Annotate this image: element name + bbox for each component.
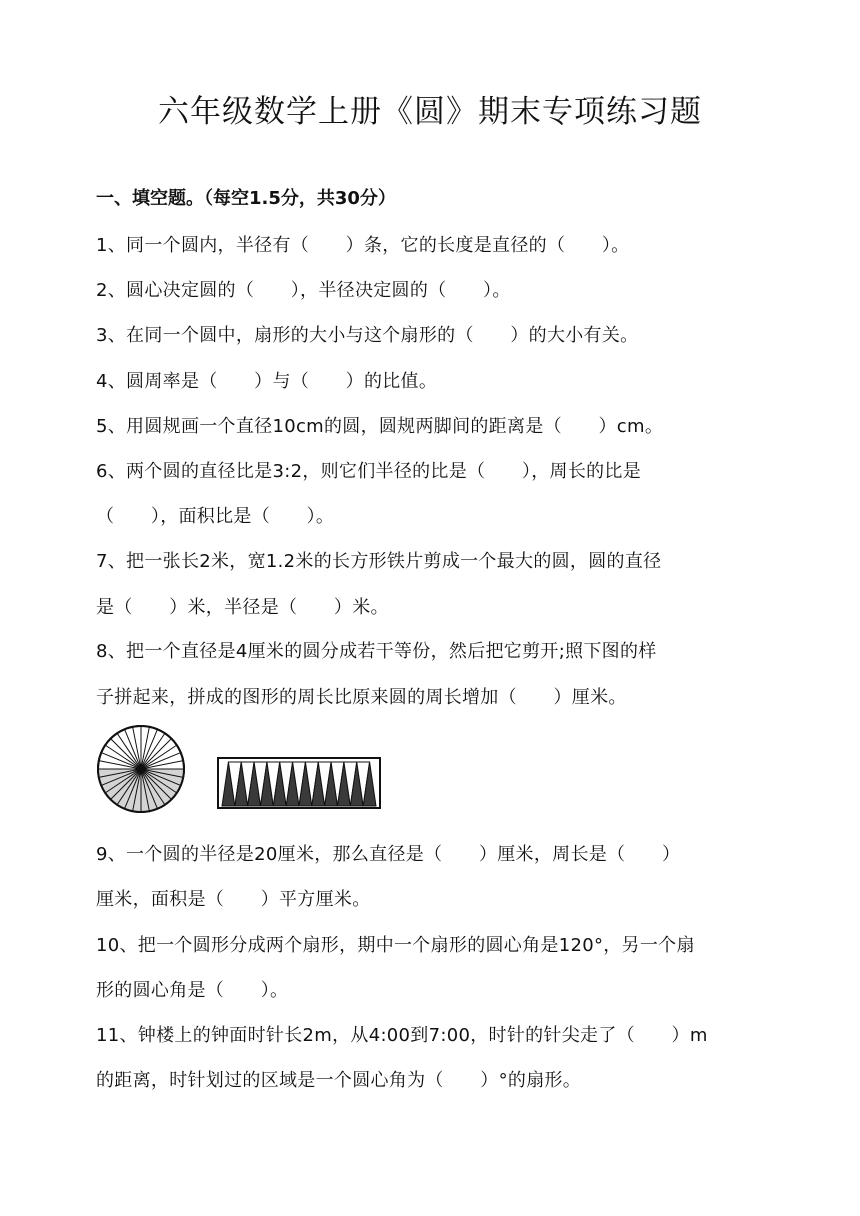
question-line: 5、用圆规画一个直径10cm的圆，圆规两脚间的距离是（ ）cm。 (96, 416, 664, 437)
question-line: 形的圆心角是（ ）。 (96, 980, 289, 1001)
question-line: 4、圆周率是（ ）与（ ）的比值。 (96, 371, 438, 392)
question-line: 是（ ）米，半径是（ ）米。 (96, 597, 389, 618)
question-line: 2、圆心决定圆的（ ），半径决定圆的（ ）。 (96, 280, 511, 301)
question-line: 厘米，面积是（ ）平方厘米。 (96, 889, 371, 910)
question-line: 9、一个圆的半径是20厘米，那么直径是（ ）厘米，周长是（ ） (96, 844, 681, 865)
question-line: 3、在同一个圆中，扇形的大小与这个扇形的（ ）的大小有关。 (96, 325, 639, 346)
question-line: 6、两个圆的直径比是3:2，则它们半径的比是（ ），周长的比是 (96, 461, 642, 482)
question-line: 8、把一个直径是4厘米的圆分成若干等份，然后把它剪开;照下图的样 (96, 641, 657, 662)
page-title: 六年级数学上册《圆》期末专项练习题 (158, 94, 702, 130)
question-line: 1、同一个圆内，半径有（ ）条，它的长度是直径的（ ）。 (96, 235, 630, 256)
question-line: 11、钟楼上的钟面时针长2m，从4:00到7:00，时针的针尖走了（ ）m (96, 1025, 708, 1046)
circle-cut-figure (96, 724, 396, 814)
question-line: 7、把一张长2米，宽1.2米的长方形铁片剪成一个最大的圆，圆的直径 (96, 551, 662, 572)
question-line: 10、把一个圆形分成两个扇形，期中一个扇形的圆心角是120°，另一个扇 (96, 935, 695, 956)
question-line: 子拼起来，拼成的图形的周长比原来圆的周长增加（ ）厘米。 (96, 687, 627, 708)
question-line: （ ），面积比是（ ）。 (96, 506, 335, 527)
sectored-circle (98, 726, 184, 812)
section-heading: 一、填空题。（每空1.5分，共30分） (96, 188, 396, 209)
rearranged-strip (218, 758, 380, 808)
question-line: 的距离，时针划过的区域是一个圆心角为（ ）°的扇形。 (96, 1070, 582, 1091)
